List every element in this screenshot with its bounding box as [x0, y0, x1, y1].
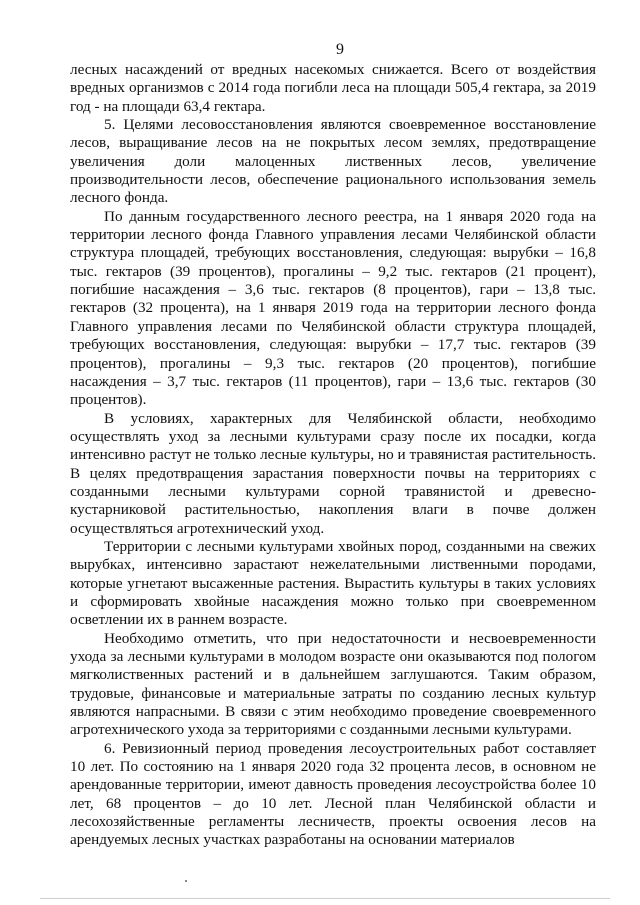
paragraph-forest-registry-data: По данным государственного лесного реестра, на 1 января 2020 года на территории лесного фонда Главного управления лесами Челябинской области структура площадей, требующих восстановления, следующая: вырубки – 16,8 тыс. гектаров (39 процентов), прогалины – 9,2 тыс. гектаров (21 процент), погибшие насаждения – 3,6 тыс. гектаров (8 процентов), гари – 13,8 тыс. гектаров (32 процента), на 1 января 2019 года на территории лесного фонда Главного управления лесами по Челябинской области структура площадей, требующих восстановления, следующая: вырубки – 17,7 тыс. гектаров (39 процентов), прогалины – 9,3 тыс. гектаров (20 процентов), погибшие насаждения – 3,7 тыс. гектаров (11 процентов), гари – 13,6 тыс. гектаров (30 процентов). [70, 207, 596, 409]
paragraph-care-conditions: В условиях, характерных для Челябинской области, необходимо осуществлять уход за лесными культурами сразу после их посадки, когда интенсивно растут не только лесные культуры, но и травянистая растительность. В целях предотвращения зарастания поверхности почвы на территориях с созданными лесными культурами сорной травянистой и древесно-кустарниковой растительностью, накопления влаги в почве должен осуществляться агротехнический уход. [70, 409, 596, 537]
paragraph-reforestation-goals: 5. Целями лесовосстановления являются своевременное восстановление лесов, выращивание лесов на не покрытых лесом землях, предотвращение увеличения доли малоценных лиственных лесов, увеличение производительности лесов, обеспечение рационального использования земель лесного фонда. [70, 116, 596, 207]
paragraph-care-importance: Необходимо отметить, что при недостаточности и несвоевременности ухода за лесными культурами в молодом возрасте они оказываются под пологом мягколиственных растений и в дальнейшем заглушаются. Таким образом, трудовые, финансовые и материальные затраты по созданию лесных культур являются напрасными. В связи с этим необходимо проведение своевременного агротехнического ухода за территориями с созданными лесными культурами. [70, 629, 596, 739]
paragraph-forest-management-period: 6. Ревизионный период проведения лесоустроительных работ составляет 10 лет. По состоянию на 1 января 2020 года 32 процента лесов, в основном не арендованные территории, имеют давность проведения лесоустройства более 10 лет, 68 процентов – до 10 лет. Лесной план Челябинской области и лесохозяйственные регламенты лесничеств, проекты освоения лесов на арендуемых лесных участках разработаны на основании материалов [70, 739, 596, 849]
paragraph-coniferous-cultures: Территории с лесными культурами хвойных пород, созданными на свежих вырубках, интенсивно зарастают нежелательными лиственными породами, которые угнетают высаженные растения. Вырастить культуры в таких условиях и сформировать хвойные насаждения можно только при своевременном осветлении их в раннем возрасте. [70, 537, 596, 629]
page-number: 9 [336, 41, 344, 58]
scan-artifact-line [40, 898, 610, 899]
document-body [70, 61, 596, 850]
scan-artifact-dot [185, 880, 187, 882]
paragraph-pests-continuation: лесных насаждений от вредных насекомых снижается. Всего от воздействия вредных организмов с 2014 года погибли леса на площади 505,4 гектара, за 2019 год - на площади 63,4 гектара. [70, 61, 596, 115]
